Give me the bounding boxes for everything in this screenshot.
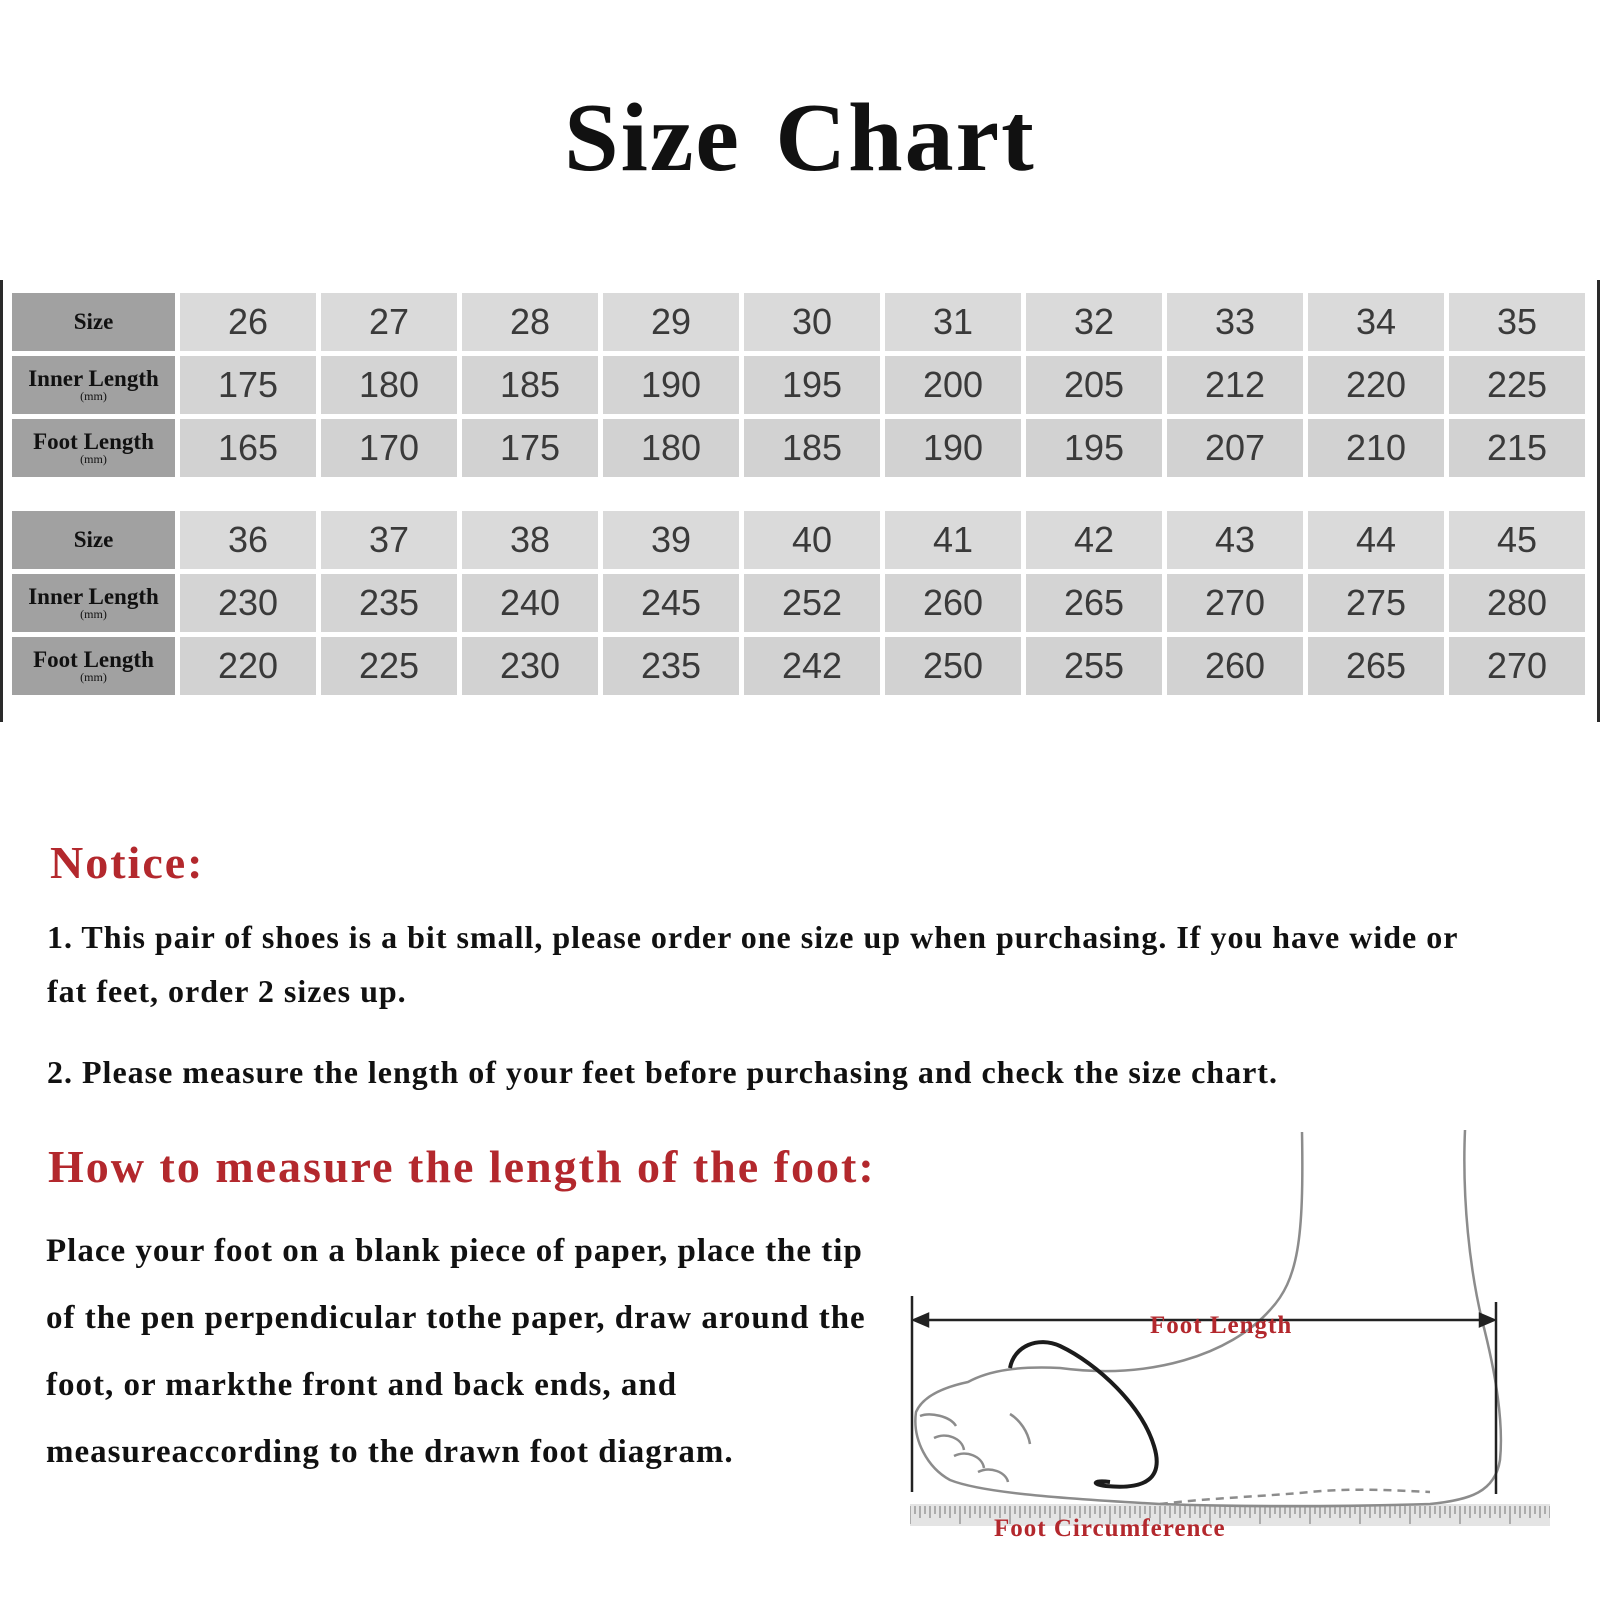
- page-title: Size Chart: [564, 84, 1036, 192]
- inner-length-cell: 245: [603, 574, 739, 632]
- foot-length-cell: 265: [1308, 637, 1444, 695]
- foot-length-cell: 270: [1449, 637, 1585, 695]
- row-header-foot-length: Foot Length (mm): [12, 637, 175, 695]
- foot-length-cell: 260: [1167, 637, 1303, 695]
- inner-length-cell: 275: [1308, 574, 1444, 632]
- inner-length-cell: 195: [744, 356, 880, 414]
- foot-length-cell: 242: [744, 637, 880, 695]
- row-header-size: Size: [12, 511, 175, 569]
- inner-length-cell: 280: [1449, 574, 1585, 632]
- size-cell: 28: [462, 293, 598, 351]
- table-row: [12, 419, 1585, 477]
- size-cell: 34: [1308, 293, 1444, 351]
- foot-length-cell: 215: [1449, 419, 1585, 477]
- foot-length-cell: 210: [1308, 419, 1444, 477]
- size-cell: 45: [1449, 511, 1585, 569]
- inner-length-cell: 220: [1308, 356, 1444, 414]
- size-cell: 26: [180, 293, 316, 351]
- foot-length-cell: 207: [1167, 419, 1303, 477]
- size-cell: 39: [603, 511, 739, 569]
- table-row: [12, 511, 1585, 569]
- size-cell: 31: [885, 293, 1021, 351]
- inner-length-cell: 180: [321, 356, 457, 414]
- inner-length-cell: 185: [462, 356, 598, 414]
- inner-length-cell: 270: [1167, 574, 1303, 632]
- size-cell: 41: [885, 511, 1021, 569]
- inner-length-cell: 200: [885, 356, 1021, 414]
- foot-length-cell: 225: [321, 637, 457, 695]
- inner-length-cell: 235: [321, 574, 457, 632]
- row-header-inner-length: Inner Length (mm): [12, 574, 175, 632]
- size-table: [0, 280, 1600, 722]
- row-header-inner-length: Inner Length (mm): [12, 356, 175, 414]
- row-header-size: Size: [12, 293, 175, 351]
- size-cell: 40: [744, 511, 880, 569]
- foot-length-cell: 190: [885, 419, 1021, 477]
- foot-length-cell: 195: [1026, 419, 1162, 477]
- howto-instructions: Place your foot on a blank piece of paper, place the tip of the pen perpendicular tothe paper, draw around the foot, or markthe front and back ends, and measureaccording to the drawn foot diagram.: [46, 1233, 866, 1470]
- size-cell: 32: [1026, 293, 1162, 351]
- inner-length-cell: 175: [180, 356, 316, 414]
- inner-length-cell: 225: [1449, 356, 1585, 414]
- size-cell: 29: [603, 293, 739, 351]
- inner-length-cell: 190: [603, 356, 739, 414]
- foot-length-cell: 220: [180, 637, 316, 695]
- size-cell: 42: [1026, 511, 1162, 569]
- table-row: [12, 293, 1585, 351]
- foot-length-label: Foot Length: [1150, 1312, 1293, 1339]
- inner-length-cell: 265: [1026, 574, 1162, 632]
- foot-length-cell: 250: [885, 637, 1021, 695]
- size-cell: 33: [1167, 293, 1303, 351]
- howto-heading: How to measure the length of the foot:: [48, 1141, 876, 1192]
- size-cell: 44: [1308, 511, 1444, 569]
- inner-length-cell: 212: [1167, 356, 1303, 414]
- foot-length-cell: 235: [603, 637, 739, 695]
- size-cell: 35: [1449, 293, 1585, 351]
- size-cell: 30: [744, 293, 880, 351]
- foot-circumference-loop-icon: [1010, 1342, 1157, 1487]
- size-cell: 38: [462, 511, 598, 569]
- inner-length-cell: 205: [1026, 356, 1162, 414]
- notice-item-1: 1. This pair of shoes is a bit small, please order one size up when purchasing. If you have wide or fat feet, order 2 sizes up.: [47, 919, 1458, 1009]
- table-row: [12, 356, 1585, 414]
- table-row: [12, 574, 1585, 632]
- inner-length-cell: 260: [885, 574, 1021, 632]
- size-cell: 36: [180, 511, 316, 569]
- notice-heading: Notice:: [50, 837, 205, 888]
- inner-length-cell: 252: [744, 574, 880, 632]
- foot-length-cell: 185: [744, 419, 880, 477]
- foot-length-cell: 230: [462, 637, 598, 695]
- inner-length-cell: 240: [462, 574, 598, 632]
- foot-length-cell: 165: [180, 419, 316, 477]
- row-header-foot-length: Foot Length (mm): [12, 419, 175, 477]
- notice-item-2: 2. Please measure the length of your feet before purchasing and check the size chart.: [47, 1054, 1278, 1090]
- size-cell: 43: [1167, 511, 1303, 569]
- size-cell: 37: [321, 511, 457, 569]
- foot-measure-diagram: [910, 1120, 1550, 1560]
- size-table-block-2: [7, 506, 1590, 700]
- foot-length-cell: 175: [462, 419, 598, 477]
- inner-length-cell: 230: [180, 574, 316, 632]
- table-row: [12, 637, 1585, 695]
- size-table-block-1: [7, 288, 1590, 482]
- foot-circumference-label: Foot Circumference: [994, 1515, 1226, 1542]
- foot-length-cell: 180: [603, 419, 739, 477]
- size-cell: 27: [321, 293, 457, 351]
- foot-length-cell: 255: [1026, 637, 1162, 695]
- foot-length-cell: 170: [321, 419, 457, 477]
